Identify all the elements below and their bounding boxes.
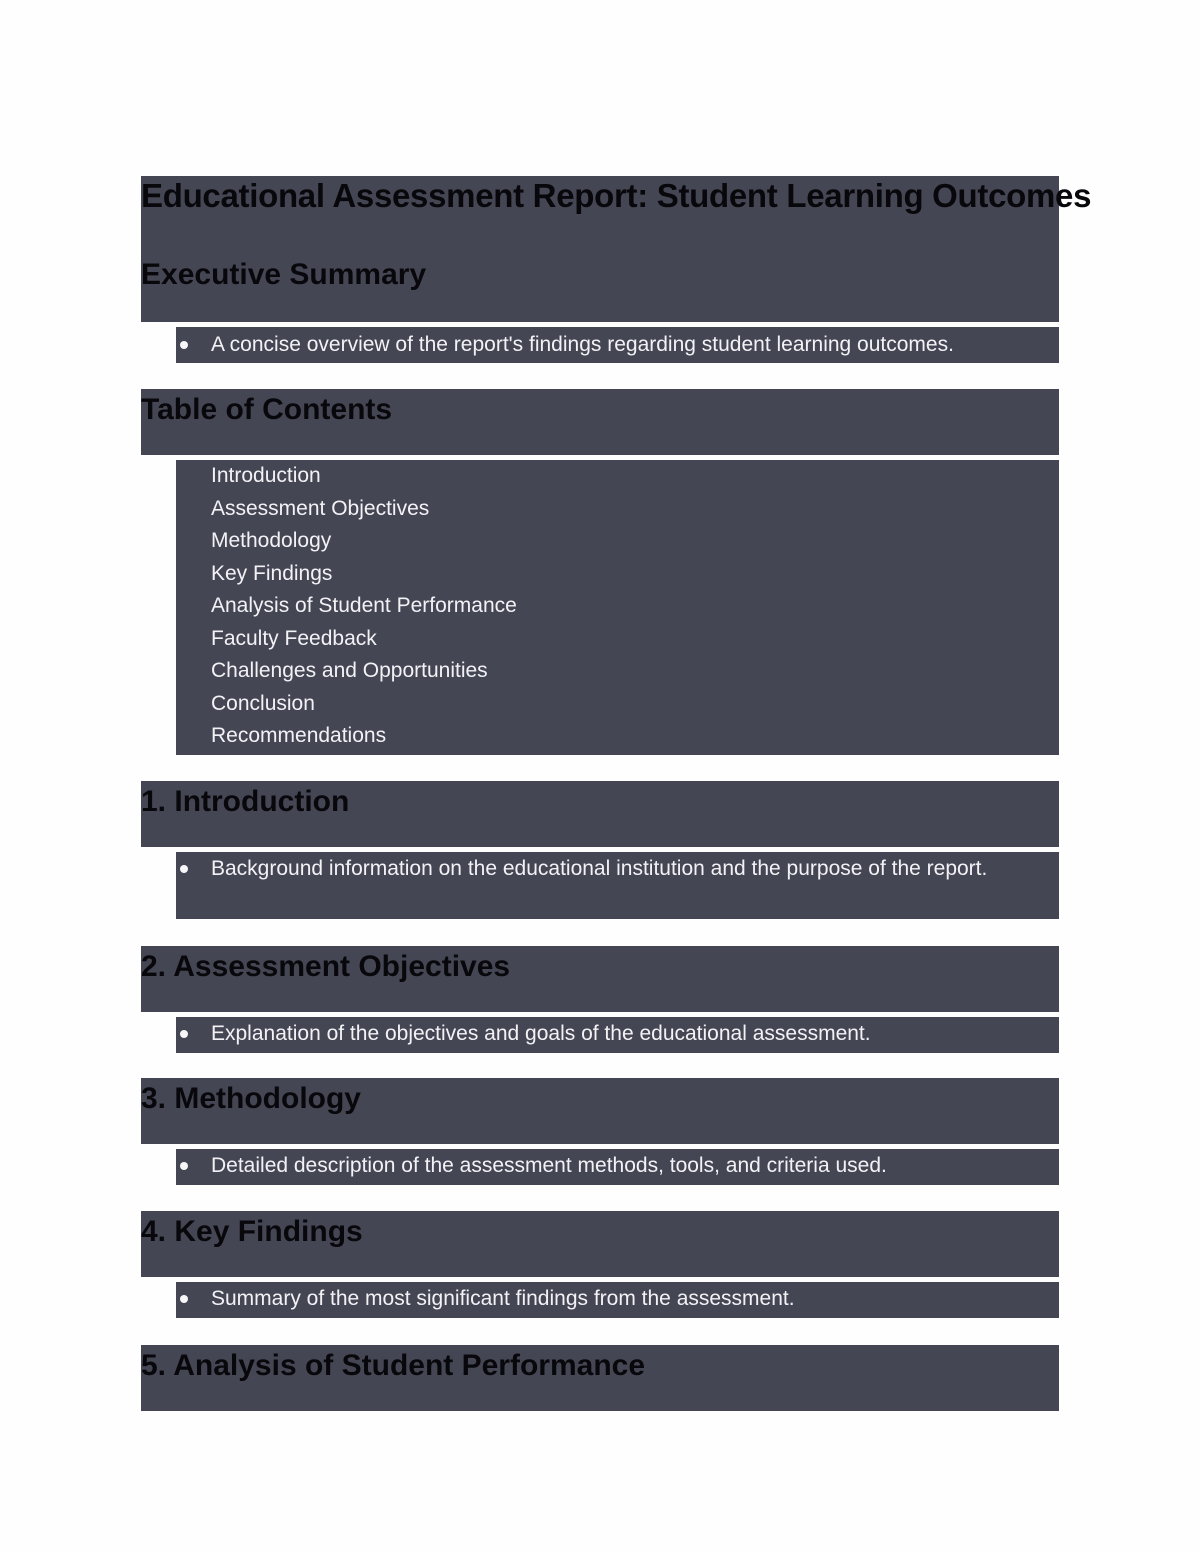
list-item bbox=[176, 1282, 1059, 1315]
document-title: Educational Assessment Report: Student Learning Outcomes bbox=[141, 177, 1092, 214]
section-bullet-list bbox=[176, 1282, 1059, 1315]
report-page bbox=[141, 176, 1092, 1416]
toc-content bbox=[176, 460, 1059, 755]
section-heading: 1. Introduction bbox=[141, 785, 350, 818]
toc-heading-block bbox=[141, 389, 1059, 455]
section-methodology-content bbox=[176, 1149, 1059, 1185]
section-heading: 3. Methodology bbox=[141, 1082, 361, 1115]
section-bullet-list bbox=[176, 852, 1059, 885]
toc-item: Conclusion bbox=[211, 691, 315, 715]
section-objectives-content bbox=[176, 1017, 1059, 1053]
toc-item: Challenges and Opportunities bbox=[211, 659, 488, 682]
list-item-text: Detailed description of the assessment methods, tools, and criteria used. bbox=[211, 1154, 887, 1177]
executive-summary-heading: Executive Summary bbox=[141, 258, 427, 291]
bullet-icon bbox=[180, 1030, 188, 1038]
section-bullet-list bbox=[176, 1017, 1059, 1050]
section-methodology-heading-block bbox=[141, 1078, 1059, 1144]
section-objectives-heading-block bbox=[141, 946, 1059, 1012]
toc-item: Faculty Feedback bbox=[211, 626, 377, 650]
toc-item: Introduction bbox=[211, 464, 321, 487]
bullet-icon bbox=[180, 1295, 188, 1303]
list-item-text: Background information on the educational institution and the purpose of the report. bbox=[211, 857, 988, 880]
toc-item: Key Findings bbox=[211, 561, 333, 585]
section-key-findings-content bbox=[176, 1282, 1059, 1318]
bullet-icon bbox=[180, 865, 188, 873]
section-heading: 4. Key Findings bbox=[141, 1215, 363, 1248]
bullet-icon bbox=[180, 341, 188, 349]
bullet-icon bbox=[180, 1162, 188, 1170]
list-item bbox=[176, 1149, 1059, 1182]
list-item bbox=[176, 852, 1059, 885]
toc-item: Analysis of Student Performance bbox=[211, 594, 517, 617]
section-introduction-content bbox=[176, 852, 1059, 919]
list-item-text: A concise overview of the report's findings regarding student learning outcomes. bbox=[211, 333, 954, 356]
executive-summary-list bbox=[176, 327, 1059, 361]
toc-item: Methodology bbox=[211, 529, 332, 552]
title-block bbox=[141, 176, 1092, 322]
section-key-findings-heading-block bbox=[141, 1211, 1059, 1277]
toc-list bbox=[176, 460, 1059, 759]
toc-heading: Table of Contents bbox=[141, 393, 393, 426]
toc-item: Recommendations bbox=[211, 724, 387, 747]
section-heading: 5. Analysis of Student Performance bbox=[141, 1349, 646, 1382]
section-bullet-list bbox=[176, 1149, 1059, 1182]
list-item bbox=[176, 1017, 1059, 1050]
list-item bbox=[176, 328, 1059, 361]
toc-item: Assessment Objectives bbox=[211, 496, 430, 520]
section-introduction-heading-block bbox=[141, 781, 1059, 847]
section-heading: 2. Assessment Objectives bbox=[141, 950, 511, 983]
section-analysis-heading-block bbox=[141, 1345, 1059, 1411]
list-item-text: Summary of the most significant findings from the assessment. bbox=[211, 1287, 795, 1310]
list-item-text: Explanation of the objectives and goals of the educational assessment. bbox=[211, 1022, 871, 1045]
executive-summary-content bbox=[176, 327, 1059, 363]
